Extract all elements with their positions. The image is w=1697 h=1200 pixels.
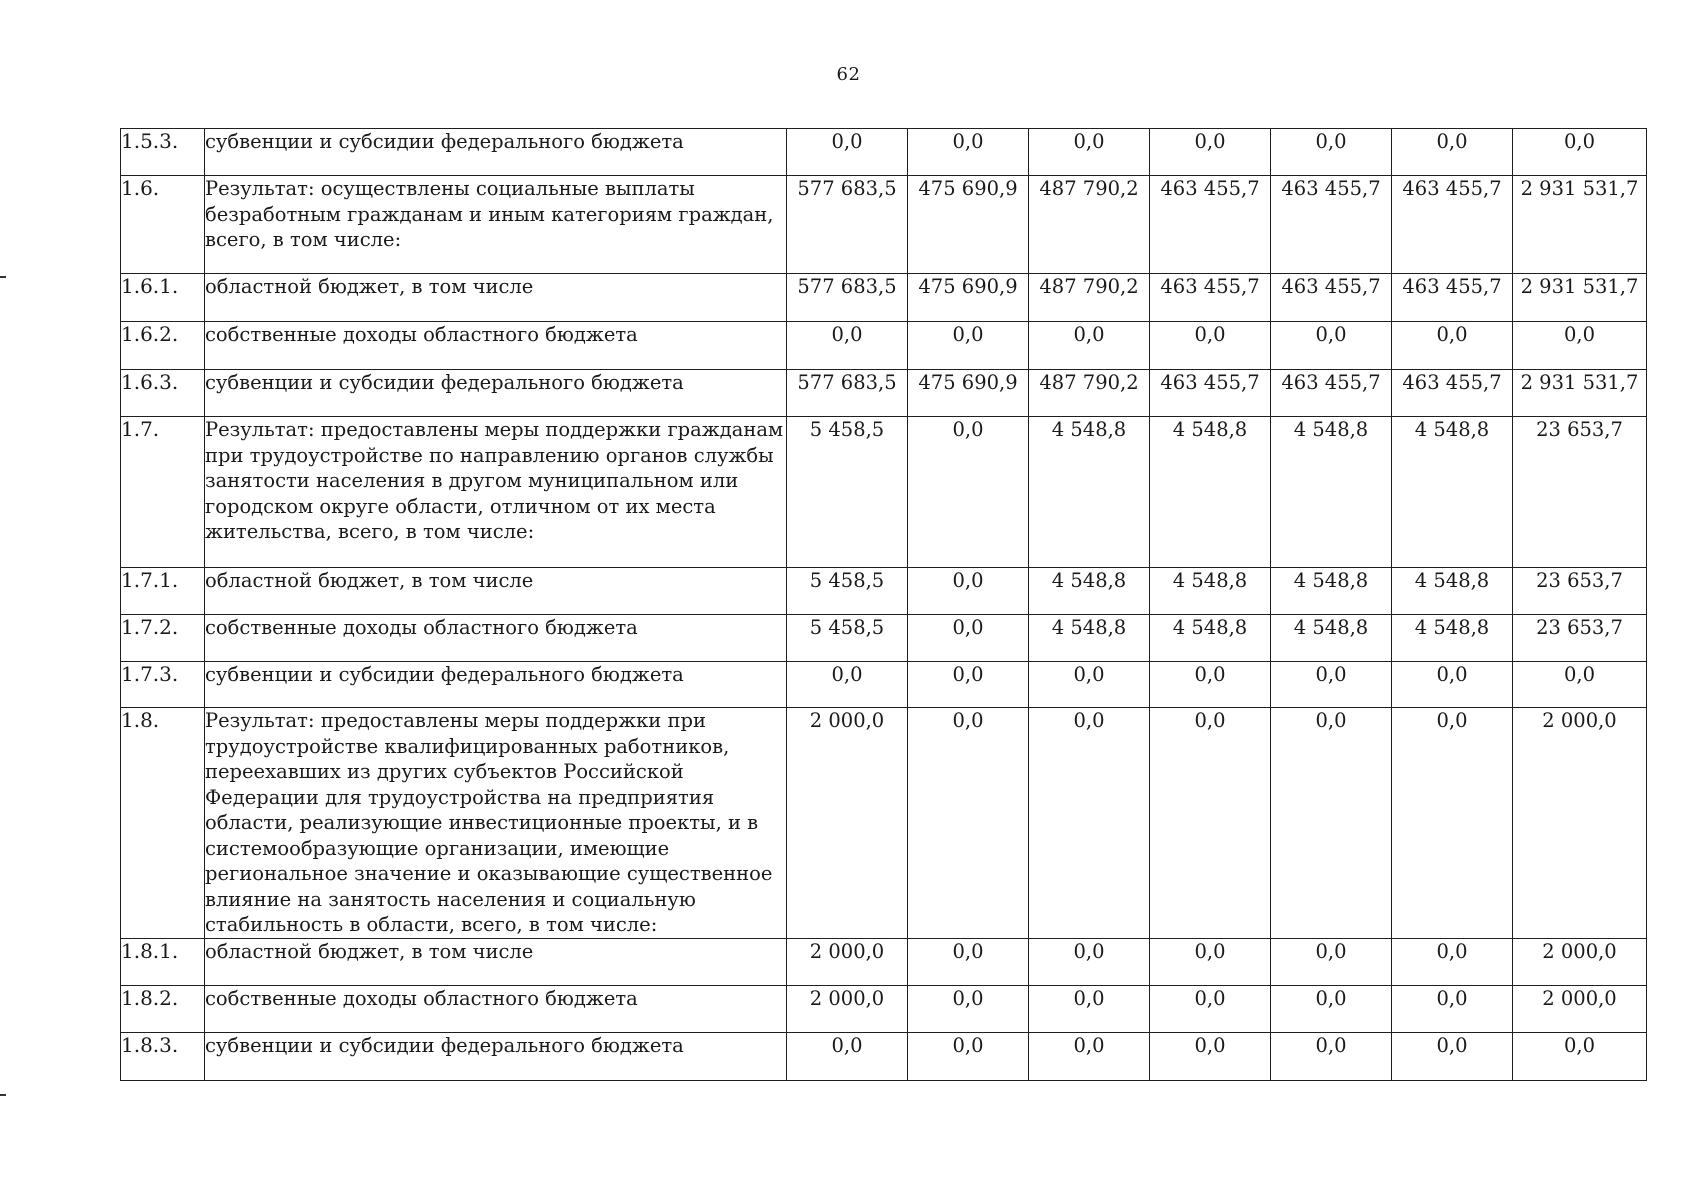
value-cell: 0,0 (1392, 708, 1513, 939)
value-cell: 0,0 (1150, 985, 1271, 1032)
value-cell: 463 455,7 (1271, 370, 1392, 417)
value-cell: 0,0 (1392, 1032, 1513, 1080)
value-cell: 0,0 (908, 129, 1029, 176)
row-number: 1.8.3. (121, 1032, 205, 1080)
total-cell: 23 653,7 (1513, 568, 1647, 615)
value-cell: 4 548,8 (1029, 568, 1150, 615)
table-row (121, 568, 1647, 615)
row-description: Результат: предоставлены меры поддержки при трудоустройстве квалифицированных работников, переехавших из других субъектов Российской Федерации для трудоустройства на предприятия области, реализующие инвестиционные проекты, и в системообразующие организации, имеющие региональное значение и оказывающие существенное влияние на занятость населения и социальную стабильность в области, всего, в том числе: (205, 708, 787, 939)
value-cell: 0,0 (908, 662, 1029, 708)
total-cell: 23 653,7 (1513, 615, 1647, 662)
row-description: субвенции и субсидии федерального бюджета (205, 370, 787, 417)
row-description: Результат: осуществлены социальные выплаты безработным гражданам и иным категориям граждан, всего, в том числе: (205, 176, 787, 274)
total-cell: 0,0 (1513, 662, 1647, 708)
value-cell: 0,0 (1392, 129, 1513, 176)
row-description: субвенции и субсидии федерального бюджета (205, 1032, 787, 1080)
total-cell: 0,0 (1513, 322, 1647, 370)
total-cell: 2 931 531,7 (1513, 370, 1647, 417)
value-cell: 5 458,5 (787, 615, 908, 662)
value-cell: 0,0 (1029, 708, 1150, 939)
value-cell: 487 790,2 (1029, 274, 1150, 322)
value-cell: 0,0 (908, 938, 1029, 985)
value-cell: 0,0 (1392, 322, 1513, 370)
total-cell: 23 653,7 (1513, 417, 1647, 568)
value-cell: 463 455,7 (1150, 274, 1271, 322)
total-cell: 2 000,0 (1513, 938, 1647, 985)
value-cell: 0,0 (908, 985, 1029, 1032)
value-cell: 0,0 (1029, 985, 1150, 1032)
value-cell: 475 690,9 (908, 176, 1029, 274)
value-cell: 577 683,5 (787, 370, 908, 417)
row-number: 1.6.3. (121, 370, 205, 417)
value-cell: 0,0 (1150, 322, 1271, 370)
value-cell: 463 455,7 (1150, 370, 1271, 417)
value-cell: 0,0 (1029, 129, 1150, 176)
row-description: областной бюджет, в том числе (205, 568, 787, 615)
value-cell: 0,0 (1271, 322, 1392, 370)
value-cell: 0,0 (1392, 938, 1513, 985)
row-description: субвенции и субсидии федерального бюджета (205, 662, 787, 708)
value-cell: 0,0 (908, 417, 1029, 568)
total-cell: 2 931 531,7 (1513, 274, 1647, 322)
total-cell: 2 000,0 (1513, 985, 1647, 1032)
row-description: собственные доходы областного бюджета (205, 322, 787, 370)
value-cell: 4 548,8 (1029, 417, 1150, 568)
value-cell: 4 548,8 (1271, 615, 1392, 662)
table-row (121, 176, 1647, 274)
value-cell: 0,0 (787, 1032, 908, 1080)
table-row (121, 129, 1647, 176)
value-cell: 0,0 (908, 322, 1029, 370)
value-cell: 0,0 (1271, 1032, 1392, 1080)
row-number: 1.7.3. (121, 662, 205, 708)
row-description: субвенции и субсидии федерального бюджета (205, 129, 787, 176)
row-number: 1.6.1. (121, 274, 205, 322)
value-cell: 5 458,5 (787, 417, 908, 568)
value-cell: 0,0 (1271, 129, 1392, 176)
table-row (121, 417, 1647, 568)
value-cell: 4 548,8 (1150, 615, 1271, 662)
value-cell: 0,0 (1392, 662, 1513, 708)
row-number: 1.6.2. (121, 322, 205, 370)
value-cell: 0,0 (1029, 1032, 1150, 1080)
row-description: Результат: предоставлены меры поддержки гражданам при трудоустройстве по направлению органов службы занятости населения в другом муниципальном или городском округе области, отличном от их места жительства, всего, в том числе: (205, 417, 787, 568)
value-cell: 0,0 (1271, 708, 1392, 939)
table-row (121, 615, 1647, 662)
row-description: собственные доходы областного бюджета (205, 985, 787, 1032)
row-number: 1.8. (121, 708, 205, 939)
value-cell: 0,0 (787, 322, 908, 370)
total-cell: 2 931 531,7 (1513, 176, 1647, 274)
value-cell: 0,0 (1150, 1032, 1271, 1080)
table-row (121, 985, 1647, 1032)
total-cell: 0,0 (1513, 129, 1647, 176)
row-number: 1.8.1. (121, 938, 205, 985)
row-number: 1.7. (121, 417, 205, 568)
value-cell: 4 548,8 (1392, 568, 1513, 615)
total-cell: 2 000,0 (1513, 708, 1647, 939)
row-number: 1.5.3. (121, 129, 205, 176)
row-description: областной бюджет, в том числе (205, 274, 787, 322)
value-cell: 0,0 (1029, 662, 1150, 708)
table-row (121, 274, 1647, 322)
value-cell: 0,0 (908, 568, 1029, 615)
value-cell: 0,0 (787, 662, 908, 708)
table-row (121, 370, 1647, 417)
value-cell: 0,0 (1150, 662, 1271, 708)
value-cell: 4 548,8 (1271, 568, 1392, 615)
value-cell: 4 548,8 (1392, 615, 1513, 662)
value-cell: 487 790,2 (1029, 370, 1150, 417)
value-cell: 577 683,5 (787, 274, 908, 322)
row-number: 1.7.2. (121, 615, 205, 662)
value-cell: 487 790,2 (1029, 176, 1150, 274)
table-row (121, 938, 1647, 985)
value-cell: 0,0 (1271, 938, 1392, 985)
value-cell: 475 690,9 (908, 274, 1029, 322)
row-number: 1.7.1. (121, 568, 205, 615)
value-cell: 4 548,8 (1150, 568, 1271, 615)
value-cell: 0,0 (1150, 129, 1271, 176)
value-cell: 0,0 (1150, 938, 1271, 985)
value-cell: 463 455,7 (1392, 370, 1513, 417)
margin-mark (0, 1094, 6, 1096)
value-cell: 2 000,0 (787, 985, 908, 1032)
value-cell: 0,0 (1271, 662, 1392, 708)
budget-table (120, 128, 1647, 1081)
value-cell: 463 455,7 (1392, 274, 1513, 322)
value-cell: 0,0 (1029, 322, 1150, 370)
margin-mark (0, 276, 6, 278)
value-cell: 577 683,5 (787, 176, 908, 274)
page-number: 62 (836, 64, 861, 85)
value-cell: 463 455,7 (1271, 176, 1392, 274)
value-cell: 463 455,7 (1150, 176, 1271, 274)
value-cell: 0,0 (1271, 985, 1392, 1032)
value-cell: 0,0 (908, 1032, 1029, 1080)
value-cell: 0,0 (1029, 938, 1150, 985)
table-row (121, 708, 1647, 939)
value-cell: 0,0 (908, 615, 1029, 662)
value-cell: 2 000,0 (787, 938, 908, 985)
row-description: областной бюджет, в том числе (205, 938, 787, 985)
value-cell: 0,0 (787, 129, 908, 176)
value-cell: 4 548,8 (1271, 417, 1392, 568)
value-cell: 4 548,8 (1029, 615, 1150, 662)
table-row (121, 1032, 1647, 1080)
value-cell: 463 455,7 (1271, 274, 1392, 322)
value-cell: 463 455,7 (1392, 176, 1513, 274)
table-row (121, 322, 1647, 370)
value-cell: 4 548,8 (1150, 417, 1271, 568)
total-cell: 0,0 (1513, 1032, 1647, 1080)
value-cell: 4 548,8 (1392, 417, 1513, 568)
value-cell: 0,0 (908, 708, 1029, 939)
table-row (121, 662, 1647, 708)
row-description: собственные доходы областного бюджета (205, 615, 787, 662)
value-cell: 5 458,5 (787, 568, 908, 615)
value-cell: 2 000,0 (787, 708, 908, 939)
value-cell: 0,0 (1392, 985, 1513, 1032)
value-cell: 0,0 (1150, 708, 1271, 939)
value-cell: 475 690,9 (908, 370, 1029, 417)
row-number: 1.8.2. (121, 985, 205, 1032)
row-number: 1.6. (121, 176, 205, 274)
